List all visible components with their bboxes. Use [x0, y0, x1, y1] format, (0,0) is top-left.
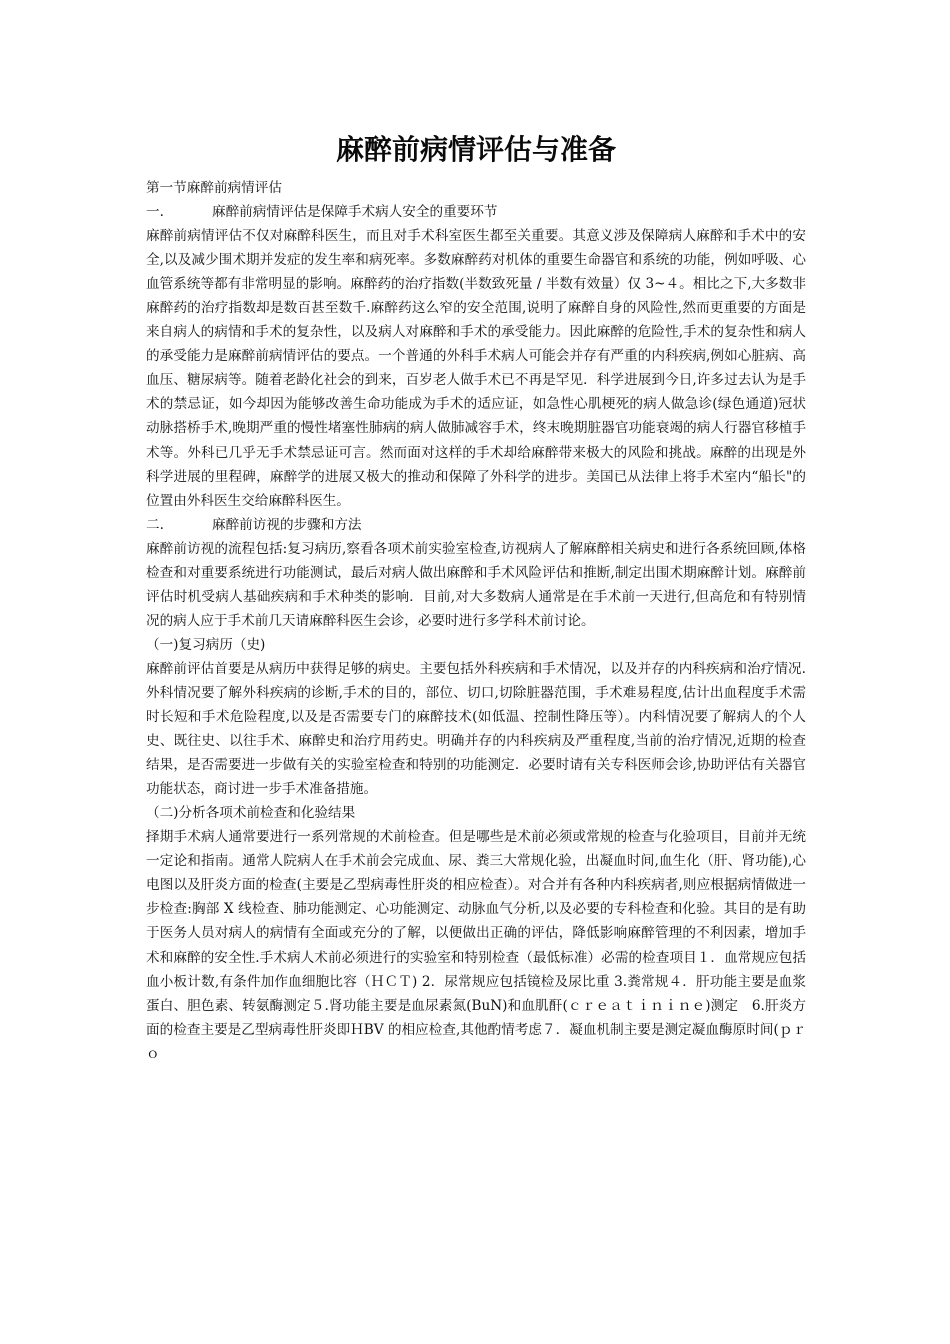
paragraph-1: 麻醉前病情评估不仅对麻醉科医生，而且对手术科室医生都至关重要。其意义涉及保障病人麻醉和手术中的安全,以及减少围术期并发症的发生率和病死率。多数麻醉药对机体的重要生命器官和系统的功能，例如呼吸、心血管系统等都有非常明显的影响。麻醉药的治疗指数(半数致死量 / 半数有效量）仅 3~４。相比之下,大多数非麻醉药的治疗指数却是数百甚至数千.麻醉药这么窄的安全范围,说明了麻醉自身的风险性,然而更重要的方面是来自病人的病情和手术的复杂性，以及病人对麻醉和手术的承受能力。因此麻醉的危险性,手术的复杂性和病人的承受能力是麻醉前病情评估的要点。一个普通的外科手术病人可能会并存有严重的内科疾病,例如心脏病、高血压、糖尿病等。随着老龄化社会的到来，百岁老人做手术已不再是罕见．科学进展到今日,许多过去认为是手术的禁忌证，如今却因为能够改善生命功能成为手术的适应证，如急性心肌梗死的病人做急诊(绿色通道)冠状动脉搭桥手术,晚期严重的慢性堵塞性肺病的病人做肺减容手术，终末晚期脏器官功能衰竭的病人行器官移植手术等。外科已几乎无手术禁忌证可言。然而面对这样的手术却给麻醉带来极大的风险和挑战。麻醉的出现是外科学进展的里程碑，麻醉学的进展又极大的推动和保障了外科学的进步。美国已从法律上将手术室内“船长"的位置由外科医生交给麻醉科医生。 [146, 228, 806, 509]
subheading-1-number: 一. [146, 204, 164, 221]
subheading-3: （一)复习病历（史) [146, 636, 266, 653]
paragraph-2: 麻醉前访视的流程包括:复习病历,察看各项术前实验室检查,访视病人了解麻醉相关病史和进行各系统回顾,体格检查和对重要系统进行功能测试，最后对病人做出麻醉和手术风险评估和推断,制定出围术期麻醉计划。麻醉前评估时机受病人基础疾病和手术种类的影响．目前,对大多数病人通常是在手术前一天进行,但高危和有特别情况的病人应于手术前几天请麻醉科医生会诊，必要时进行多学科术前讨论。 [146, 540, 806, 629]
subheading-1 [146, 200, 806, 224]
paragraph-4: 择期手术病人通常要进行一系列常规的术前检查。但是哪些是术前必须或常规的检查与化验项目，目前并无统一定论和指南。通常人院病人在手术前会完成血、尿、粪三大常规化验，出凝血时间,血生化（肝、肾功能),心电图以及肝炎方面的检查(主要是乙型病毒性肝炎的相应检查）。对合并有各种内科疾病者,则应根据病情做进一步检查:胸部 X 线检查、肺功能测定、心功能测定、动脉血气分析,以及必要的专科检查和化验。其目的是有助于医务人员对病人的病情有全面或充分的了解，以便做出正确的评估，降低影响麻醉管理的不利因素，增加手术和麻醉的安全性.手术病人术前必须进行的实验室和特别检查（最低标准）必需的检查项目１．血常规应包括血小板计数,有条件加作血细胞比容（ＨＣＴ) 2．尿常规应包括镜检及尿比重 3.粪常规４．肝功能主要是血浆蛋白、胆色素、转氨酶测定５.肾功能主要是血尿素氮(BuN)和血肌酐(ｃｒｅａｔｉｎｉｎｅ)测定 6.肝炎方面的检查主要是乙型病毒性肝炎即ＨBV 的相应检查,其他酌情考虑７．凝血机制主要是测定凝血酶原时间(ｐｒｏ [146, 829, 806, 1062]
section-title: 第一节麻醉前病情评估 [146, 180, 282, 196]
subheading-2-number: 二. [146, 516, 164, 533]
subheading-2 [146, 513, 806, 537]
subheading-4: （二)分析各项术前检查和化验结果 [146, 805, 356, 822]
paragraph-3: 麻醉前评估首要是从病历中获得足够的病史。主要包括外科疾病和手术情况，以及并存的内科疾病和治疗情况.外科情况要了解外科疾病的诊断,手术的目的，部位、切口,切除脏器范围，手术难易程度,估计出血程度手术需时长短和手术危险程度,以及是否需要专门的麻醉技术(如低温、控制性降压等）。内科情况要了解病人的个人史、既往史、以往手术、麻醉史和治疗用药史。明确并存的内科疾病及严重程度,当前的治疗情况,近期的检查结果，是否需要进一步做有关的实验室检查和特别的功能测定．必要时请有关专科医师会诊,协助评估有关器官功能状态，商讨进一步手术准备措施。 [146, 660, 806, 798]
subheading-2-text: 麻醉前访视的步骤和方法 [212, 516, 362, 533]
subheading-1-text: 麻醉前病情评估是保障手术病人安全的重要环节 [212, 204, 498, 221]
document-title: 麻醉前病情评估与准备 [335, 133, 616, 166]
document-body [146, 176, 806, 1066]
